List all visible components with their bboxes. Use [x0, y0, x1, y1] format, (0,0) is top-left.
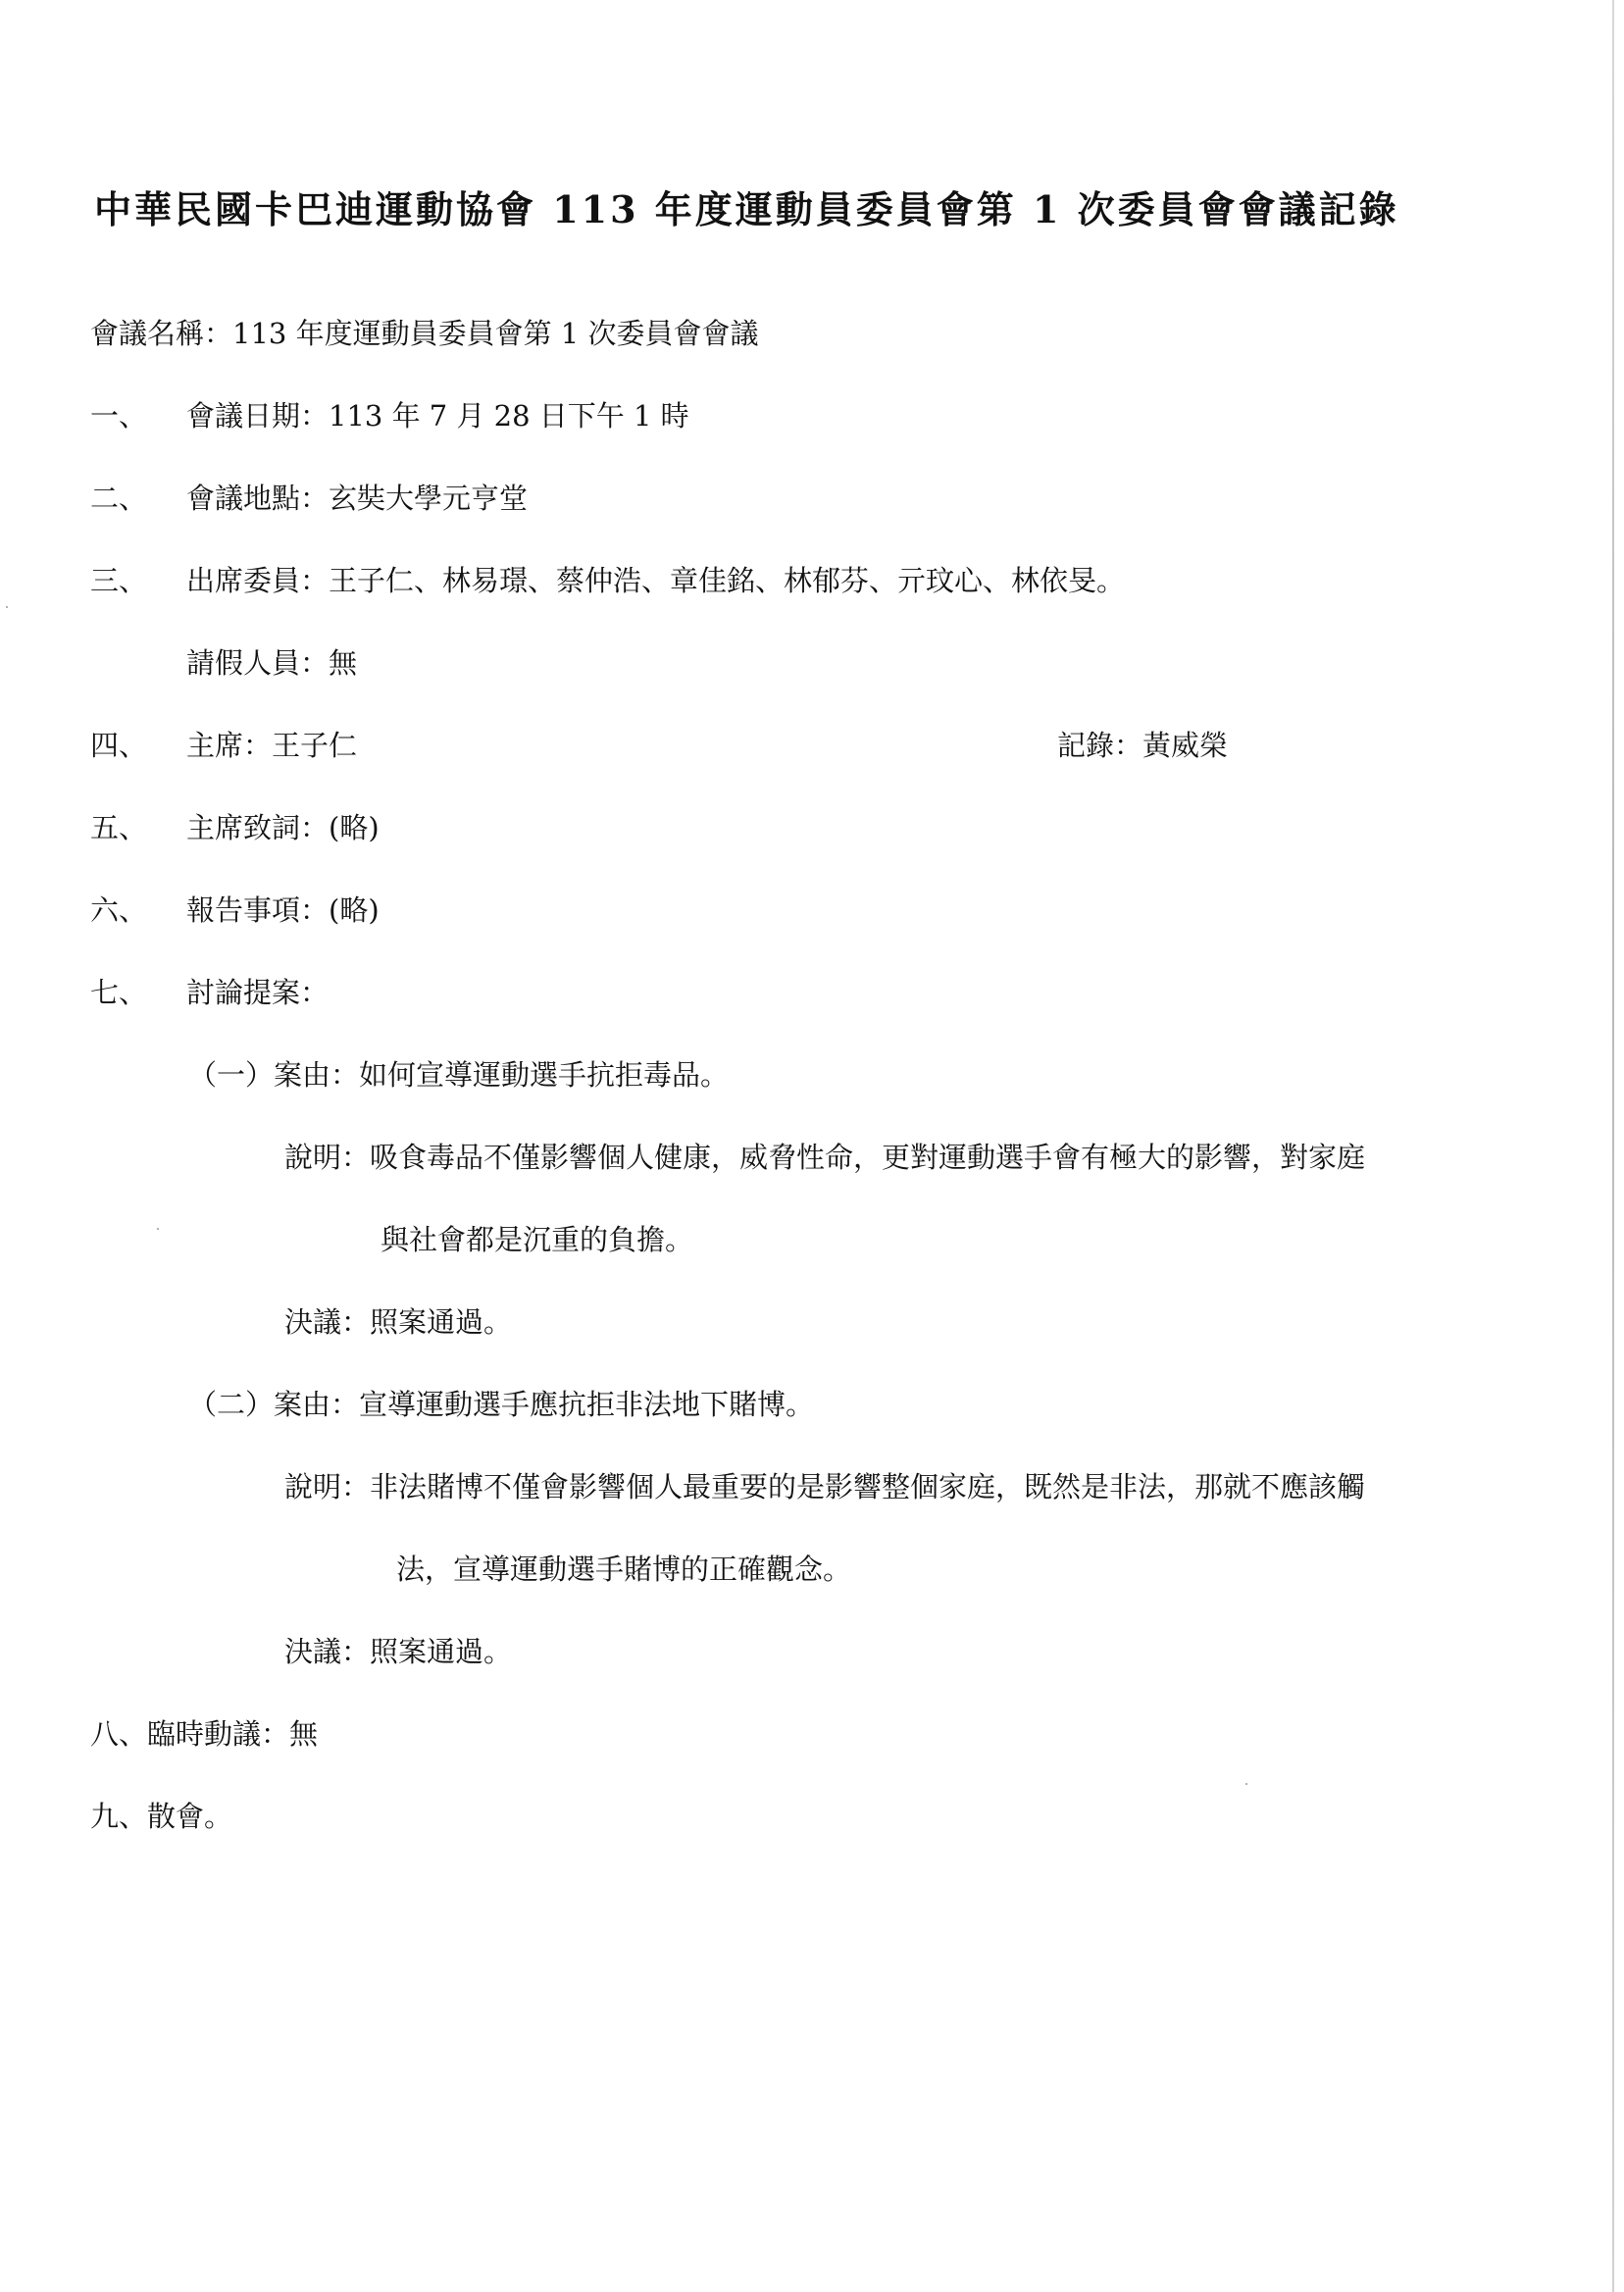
item-4-text: 主席：王子仁 — [186, 729, 358, 762]
item-5-text: 主席致詞：(略) — [186, 811, 380, 844]
item-6-number: 六、 — [90, 893, 148, 927]
proposal-2-explain-line-1: 說明：非法賭博不僅會影響個人最重要的是影響整個家庭，既然是非法，那就不應該觸 — [284, 1470, 1366, 1503]
meeting-name: 會議名稱：113 年度運動員委員會第 1 次委員會會議 — [90, 317, 759, 350]
proposal-1-explain-line-1: 說明：吸食毒品不僅影響個人健康，威脅性命，更對運動選手會有極大的影響，對家庭 — [284, 1141, 1366, 1174]
item-8: 八、臨時動議：無 — [90, 1717, 319, 1751]
item-9: 九、散會。 — [90, 1800, 233, 1833]
item-1-text: 會議日期：113 年 7 月 28 日下午 1 時 — [186, 399, 689, 433]
document-title: 中華民國卡巴迪運動協會 113 年度運動員委員會第 1 次委員會會議記錄 — [94, 187, 1399, 231]
item-2-text: 會議地點：玄奘大學元亨堂 — [186, 482, 529, 515]
absent-members: 請假人員：無 — [186, 646, 358, 680]
scan-speck — [1245, 1783, 1247, 1785]
item-7-number: 七、 — [90, 976, 148, 1009]
proposal-2-resolution: 決議：照案通過。 — [284, 1635, 513, 1668]
proposal-2-explain-line-2: 法，宣導運動選手賭博的正確觀念。 — [396, 1553, 852, 1586]
item-2-number: 二、 — [90, 482, 148, 515]
scan-speck — [157, 1228, 159, 1230]
proposal-1-resolution: 決議：照案通過。 — [284, 1305, 513, 1339]
item-7-text: 討論提案： — [186, 976, 330, 1009]
item-3-text: 出席委員：王子仁、林易璟、蔡仲浩、章佳銘、林郁芬、亓玟心、林依旻。 — [186, 564, 1126, 597]
item-4-number: 四、 — [90, 729, 148, 762]
proposal-2-case: （二）案由：宣導運動選手應抗拒非法地下賭博。 — [188, 1388, 815, 1421]
item-5-number: 五、 — [90, 811, 148, 844]
recorder: 記錄：黃威榮 — [1057, 729, 1229, 762]
item-6-text: 報告事項：(略) — [186, 893, 380, 927]
scan-speck — [6, 606, 8, 608]
item-3-number: 三、 — [90, 564, 148, 597]
scan-edge — [1612, 0, 1614, 2292]
proposal-1-explain-line-2: 與社會都是沉重的負擔。 — [381, 1223, 694, 1256]
proposal-1-case: （一）案由：如何宣導運動選手抗拒毒品。 — [188, 1058, 730, 1092]
item-1-number: 一、 — [90, 399, 148, 433]
